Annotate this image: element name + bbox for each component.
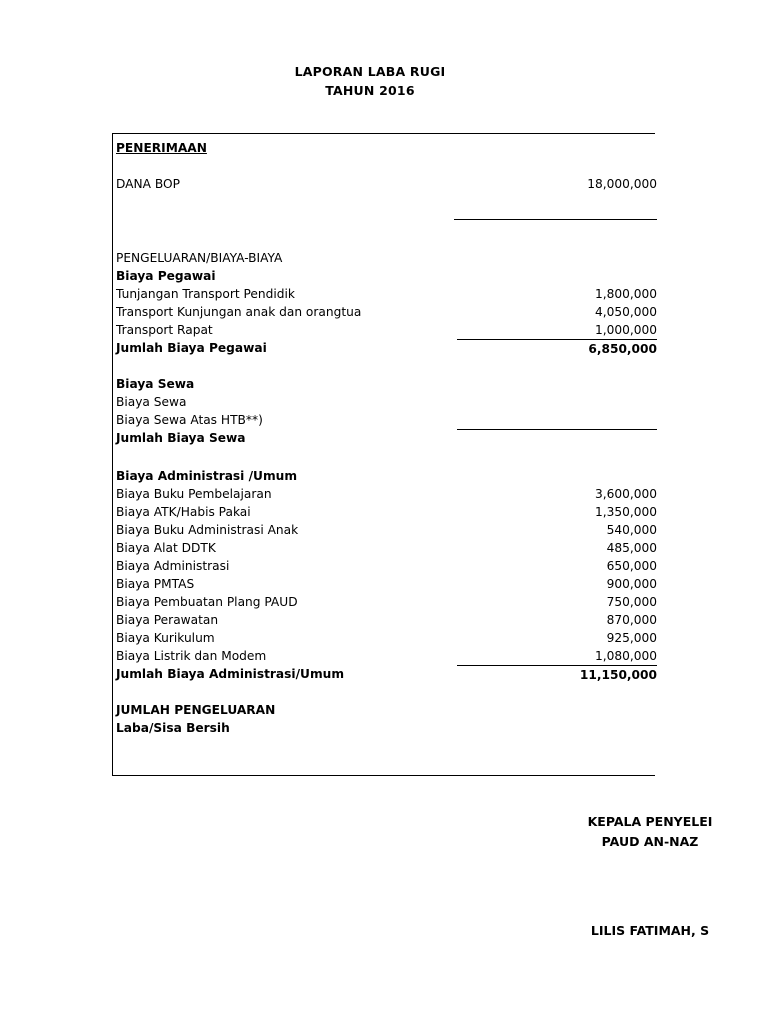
spacer xyxy=(113,193,655,219)
row-label: Biaya ATK/Habis Pakai xyxy=(116,505,251,519)
row-amount: 750,000 xyxy=(606,595,657,609)
signature-block xyxy=(520,812,768,852)
income-subtotal-rule xyxy=(454,219,657,220)
summary-label: JUMLAH PENGELUARAN xyxy=(116,703,276,717)
spacer xyxy=(113,357,655,375)
subtotal-amount xyxy=(457,429,657,430)
table-row xyxy=(113,503,655,521)
spacer xyxy=(113,219,655,249)
table-row xyxy=(113,321,655,339)
row-amount: 540,000 xyxy=(606,523,657,537)
summary-row-jumlah-pengeluaran xyxy=(113,701,655,719)
row-label: Biaya Kurikulum xyxy=(116,631,215,645)
subtotal-label: Jumlah Biaya Pegawai xyxy=(116,341,267,355)
row-amount: 900,000 xyxy=(606,577,657,591)
spacer xyxy=(113,157,655,175)
row-label: Transport Kunjungan anak dan orangtua xyxy=(116,305,362,319)
subsection-heading-biaya-pegawai xyxy=(113,267,655,285)
row-label: Biaya Sewa Atas HTB**) xyxy=(116,413,263,427)
row-amount: 1,000,000 xyxy=(594,323,657,337)
table-row xyxy=(113,303,655,321)
row-amount: 650,000 xyxy=(606,559,657,573)
table-row xyxy=(113,175,655,193)
table-row xyxy=(113,393,655,411)
report-year: TAHUN 2016 xyxy=(325,83,415,98)
row-amount: 4,050,000 xyxy=(594,305,657,319)
subtotal-amount: 6,850,000 xyxy=(457,339,657,358)
row-label: Tunjangan Transport Pendidik xyxy=(116,287,295,301)
row-label: Biaya Administrasi xyxy=(116,559,230,573)
table-row xyxy=(113,285,655,303)
subtotal-label: Jumlah Biaya Administrasi/Umum xyxy=(116,667,345,681)
table-row xyxy=(113,539,655,557)
table-row xyxy=(113,557,655,575)
row-label: DANA BOP xyxy=(116,177,180,191)
report-title: LAPORAN LABA RUGI xyxy=(294,64,446,79)
signature-name: LILIS FATIMAH, S xyxy=(590,923,710,938)
table-row xyxy=(113,593,655,611)
table-row xyxy=(113,611,655,629)
subsection-heading-label: Biaya Sewa xyxy=(116,377,195,391)
row-label: Biaya Buku Pembelajaran xyxy=(116,487,272,501)
row-label: Biaya Perawatan xyxy=(116,613,219,627)
signature-role-line-2: PAUD AN-NAZ xyxy=(601,834,699,849)
table-row xyxy=(113,575,655,593)
subsection-heading-label: Biaya Administrasi /Umum xyxy=(116,469,298,483)
table-row xyxy=(113,411,655,429)
table-row xyxy=(113,521,655,539)
row-amount: 1,800,000 xyxy=(594,287,657,301)
row-amount: 1,350,000 xyxy=(594,505,657,519)
subtotal-row-biaya-pegawai xyxy=(113,339,655,357)
subtotal-label: Jumlah Biaya Sewa xyxy=(116,431,246,445)
signature-role-line-1: KEPALA PENYELEI xyxy=(587,814,713,829)
section-heading-pengeluaran xyxy=(113,249,655,267)
subtotal-amount: 11,150,000 xyxy=(457,665,657,684)
spacer xyxy=(113,683,655,701)
income-statement-table xyxy=(112,133,655,776)
row-label: Biaya Pembuatan Plang PAUD xyxy=(116,595,298,609)
subtotal-row-biaya-sewa xyxy=(113,429,655,447)
row-label: Biaya Sewa xyxy=(116,395,187,409)
row-label: Biaya Buku Administrasi Anak xyxy=(116,523,299,537)
subtotal-row-biaya-administrasi xyxy=(113,665,655,683)
section-heading-penerimaan xyxy=(113,139,655,157)
row-label: Biaya PMTAS xyxy=(116,577,195,591)
table-row xyxy=(113,485,655,503)
subsection-heading-label: Biaya Pegawai xyxy=(116,269,216,283)
row-amount: 18,000,000 xyxy=(587,177,657,191)
row-amount: 485,000 xyxy=(606,541,657,555)
table-body xyxy=(113,134,655,737)
section-heading-label: PENGELUARAN/BIAYA-BIAYA xyxy=(116,251,283,265)
row-amount: 3,600,000 xyxy=(594,487,657,501)
row-label: Biaya Listrik dan Modem xyxy=(116,649,267,663)
row-amount: 870,000 xyxy=(606,613,657,627)
section-heading-label: PENERIMAAN xyxy=(116,141,207,155)
row-label: Biaya Alat DDTK xyxy=(116,541,216,555)
summary-row-laba-sisa-bersih xyxy=(113,719,655,737)
subsection-heading-biaya-administrasi xyxy=(113,467,655,485)
spacer xyxy=(113,447,655,467)
subsection-heading-biaya-sewa xyxy=(113,375,655,393)
row-label: Transport Rapat xyxy=(116,323,213,337)
row-amount: 925,000 xyxy=(606,631,657,645)
table-row xyxy=(113,647,655,665)
document-title-block xyxy=(0,62,740,100)
table-row xyxy=(113,629,655,647)
summary-label: Laba/Sisa Bersih xyxy=(116,721,230,735)
row-amount: 1,080,000 xyxy=(594,649,657,663)
